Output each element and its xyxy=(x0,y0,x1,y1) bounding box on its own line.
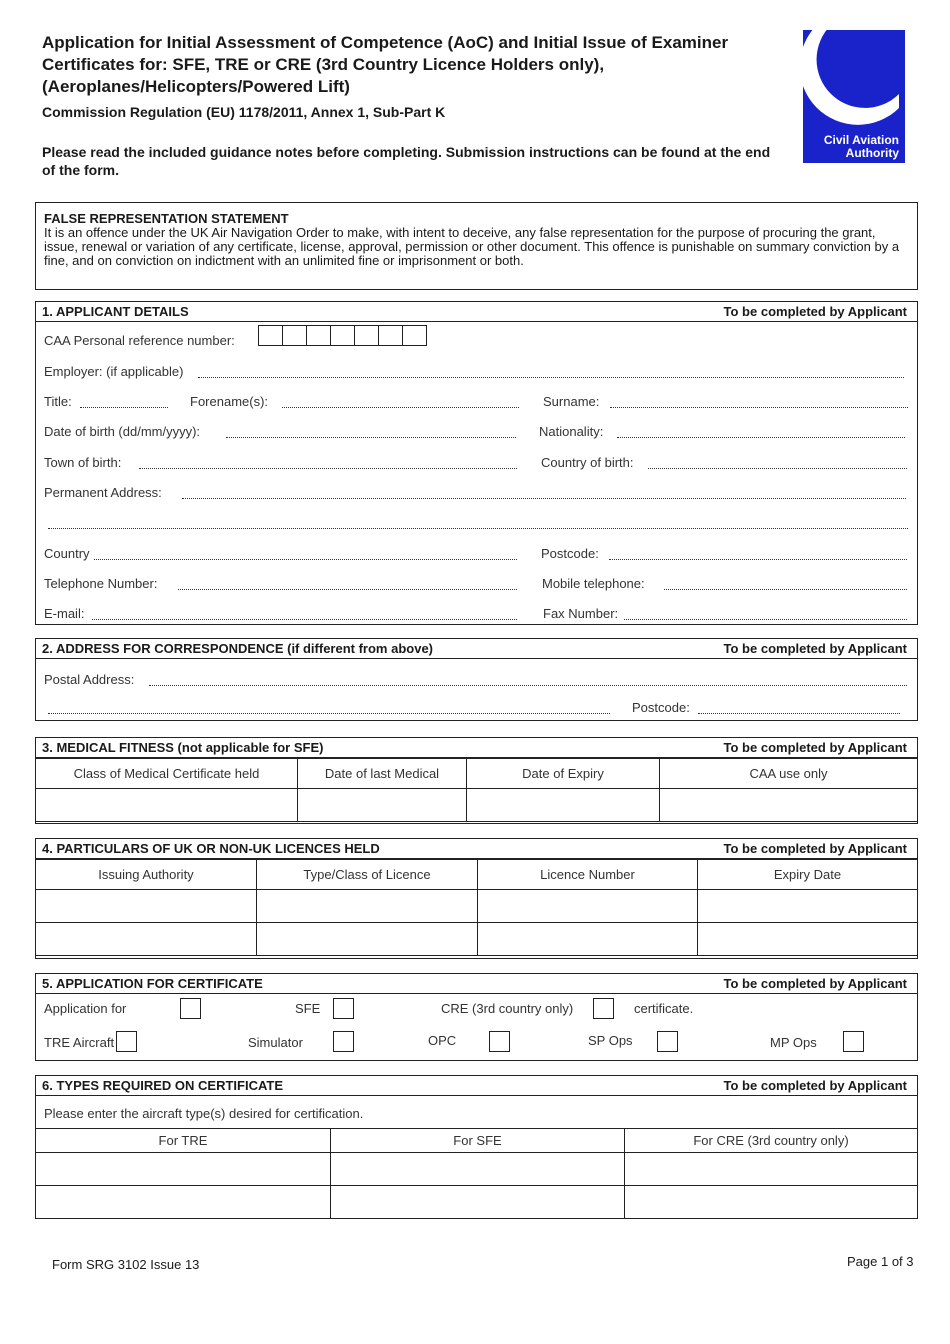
completed-by-label: To be completed by Applicant xyxy=(723,841,907,856)
mobile-label: Mobile telephone: xyxy=(542,576,645,591)
table-cell-input[interactable] xyxy=(698,923,918,956)
table-cell-input[interactable] xyxy=(660,789,918,822)
table-header-row xyxy=(36,860,918,890)
table-row xyxy=(36,923,918,956)
sp-ops-checkbox[interactable] xyxy=(657,1031,678,1052)
completed-by-label: To be completed by Applicant xyxy=(723,1078,907,1093)
table-cell-input[interactable] xyxy=(478,923,698,956)
table-cell-input[interactable] xyxy=(698,890,918,923)
ref-digit-box[interactable] xyxy=(282,325,307,346)
table-cell-input[interactable] xyxy=(257,923,478,956)
table-cell-input[interactable] xyxy=(331,1186,625,1219)
table-header-row xyxy=(36,759,918,789)
table-row xyxy=(36,789,918,822)
caa-ref-input[interactable] xyxy=(259,325,427,346)
surname-field[interactable] xyxy=(610,407,908,408)
column-header: Licence Number xyxy=(478,860,698,890)
surname-label: Surname: xyxy=(543,394,600,409)
types-table xyxy=(35,1128,918,1219)
telephone-field[interactable] xyxy=(178,589,517,590)
section-header xyxy=(36,302,917,322)
application-for-checkbox[interactable] xyxy=(180,998,201,1019)
opc-label: OPC xyxy=(428,1033,457,1048)
column-header: Date of last Medical xyxy=(298,759,467,789)
employer-label: Employer: (if applicable) xyxy=(44,364,184,379)
table-cell-input[interactable] xyxy=(478,890,698,923)
page-number: Page 1 of 3 xyxy=(847,1254,914,1269)
column-header: CAA use only xyxy=(660,759,918,789)
application-for-label: Application for xyxy=(44,1001,127,1016)
simulator-label: Simulator xyxy=(248,1035,303,1050)
licences-table xyxy=(35,859,918,956)
section-header xyxy=(36,639,917,659)
mobile-field[interactable] xyxy=(664,589,907,590)
table-cell-input[interactable] xyxy=(36,1186,331,1219)
types-instruction: Please enter the aircraft type(s) desired for certification. xyxy=(44,1106,364,1121)
employer-field[interactable] xyxy=(198,377,904,378)
table-row xyxy=(36,1153,918,1186)
column-header: Expiry Date xyxy=(698,860,918,890)
telephone-label: Telephone Number: xyxy=(44,576,158,591)
section-heading: 1. APPLICANT DETAILS xyxy=(42,304,189,319)
column-header: For CRE (3rd country only) xyxy=(625,1129,918,1153)
address-field-line2[interactable] xyxy=(48,528,908,529)
section-heading: 2. ADDRESS FOR CORRESPONDENCE (if different from above) xyxy=(42,641,434,656)
table-cell-input[interactable] xyxy=(625,1153,918,1186)
table-header-row xyxy=(36,1129,918,1153)
regulation-reference: Commission Regulation (EU) 1178/2011, Annex 1, Sub-Part K xyxy=(42,104,446,120)
cre-checkbox[interactable] xyxy=(593,998,614,1019)
tre-aircraft-checkbox[interactable] xyxy=(116,1031,137,1052)
mp-ops-label: MP Ops xyxy=(770,1035,817,1050)
caa-logo xyxy=(803,30,905,163)
table-row xyxy=(36,890,918,923)
ref-digit-box[interactable] xyxy=(354,325,379,346)
certificate-label: certificate. xyxy=(634,1001,694,1016)
section-heading: 4. PARTICULARS OF UK OR NON-UK LICENCES HELD xyxy=(42,841,380,856)
section-header xyxy=(36,974,917,994)
medical-table xyxy=(35,758,918,822)
caa-ref-label: CAA Personal reference number: xyxy=(44,333,235,348)
title-label: Title: xyxy=(44,394,72,409)
address-label: Permanent Address: xyxy=(44,485,162,500)
sfe-label: SFE xyxy=(295,1001,321,1016)
section-header xyxy=(36,839,917,859)
ref-digit-box[interactable] xyxy=(402,325,427,346)
completed-by-label: To be completed by Applicant xyxy=(723,304,907,319)
column-header: Type/Class of Licence xyxy=(257,860,478,890)
forename-label: Forename(s): xyxy=(190,394,269,409)
cre-label: CRE (3rd country only) xyxy=(441,1001,574,1016)
country-label: Country xyxy=(44,546,90,561)
false-representation-statement xyxy=(35,202,918,290)
column-header: Date of Expiry xyxy=(467,759,660,789)
form-title: Application for Initial Assessment of Competence (AoC) and Initial Issue of Examiner Certificates for: SFE, TRE or CRE (3rd Country Licence Holders only), (Aeroplanes/Helicopters/Powered Lift) xyxy=(42,33,729,96)
table-cell-input[interactable] xyxy=(36,890,257,923)
column-header: For TRE xyxy=(36,1129,331,1153)
column-header: Issuing Authority xyxy=(36,860,257,890)
logo-text xyxy=(824,134,899,160)
section-heading: 5. APPLICATION FOR CERTIFICATE xyxy=(42,976,263,991)
address-field-line1[interactable] xyxy=(182,498,906,499)
section-medical-fitness xyxy=(35,737,918,824)
postcode-label: Postcode: xyxy=(541,546,599,561)
town-label: Town of birth: xyxy=(44,455,122,470)
form-id: Form SRG 3102 Issue 13 xyxy=(52,1257,200,1272)
tre-aircraft-label: TRE Aircraft xyxy=(44,1035,115,1050)
table-cell-input[interactable] xyxy=(331,1153,625,1186)
table-row xyxy=(36,1186,918,1219)
sfe-checkbox[interactable] xyxy=(333,998,354,1019)
section-header xyxy=(36,738,917,758)
dob-label: Date of birth (dd/mm/yyyy): xyxy=(44,424,201,439)
postcode-field[interactable] xyxy=(698,713,900,714)
ref-digit-box[interactable] xyxy=(378,325,403,346)
postal-address-field-line1[interactable] xyxy=(149,685,907,686)
nationality-field[interactable] xyxy=(617,437,905,438)
opc-checkbox[interactable] xyxy=(489,1031,510,1052)
table-cell-input[interactable] xyxy=(467,789,660,822)
forename-field[interactable] xyxy=(282,407,519,408)
column-header: For SFE xyxy=(331,1129,625,1153)
section-types-required xyxy=(35,1075,918,1219)
section-licences-held xyxy=(35,838,918,959)
ref-digit-box[interactable] xyxy=(330,325,355,346)
frs-text: It is an offence under the UK Air Navigation Order to make, with intent to deceive, any false representation for the purpose of procuring the grant, issue, renewal or variation of any certificate, license, approval, permission or other document. This offence is punishable on summary conviction by a fine, and on conviction on indictment with an unlimited fine or imprisonment or both. xyxy=(44,225,900,268)
table-cell-input[interactable] xyxy=(257,890,478,923)
postal-address-field-line2[interactable] xyxy=(48,713,610,714)
simulator-checkbox[interactable] xyxy=(333,1031,354,1052)
mp-ops-checkbox[interactable] xyxy=(843,1031,864,1052)
column-header: Class of Medical Certificate held xyxy=(36,759,298,789)
logo-text-line1: Civil Aviation xyxy=(823,133,899,147)
country-birth-field[interactable] xyxy=(648,468,907,469)
section-heading: 3. MEDICAL FITNESS (not applicable for SFE) xyxy=(42,740,324,755)
title-field[interactable] xyxy=(80,407,168,408)
table-cell-input[interactable] xyxy=(36,789,298,822)
frs-heading: FALSE REPRESENTATION STATEMENT xyxy=(44,211,289,226)
ref-digit-box[interactable] xyxy=(306,325,331,346)
section-heading: 6. TYPES REQUIRED ON CERTIFICATE xyxy=(42,1078,284,1093)
section-correspondence-address xyxy=(35,638,918,721)
section-header xyxy=(36,1076,917,1096)
postcode-field[interactable] xyxy=(609,559,907,560)
completed-by-label: To be completed by Applicant xyxy=(723,740,907,755)
section-applicant-details xyxy=(35,301,918,625)
completed-by-label: To be completed by Applicant xyxy=(723,641,907,656)
fax-field[interactable] xyxy=(624,619,907,620)
country-birth-label: Country of birth: xyxy=(541,455,634,470)
email-label: E-mail: xyxy=(44,606,85,621)
dob-field[interactable] xyxy=(226,437,516,438)
town-field[interactable] xyxy=(139,468,517,469)
ref-digit-box[interactable] xyxy=(258,325,283,346)
table-cell-input[interactable] xyxy=(625,1186,918,1219)
table-cell-input[interactable] xyxy=(298,789,467,822)
logo-text-line2: Authority xyxy=(845,146,899,160)
guidance-notice: Please read the included guidance notes before completing. Submission instructions can be found at the end of the form. xyxy=(42,144,771,178)
completed-by-label: To be completed by Applicant xyxy=(723,976,907,991)
postcode-label: Postcode: xyxy=(632,700,690,715)
nationality-label: Nationality: xyxy=(539,424,604,439)
sp-ops-label: SP Ops xyxy=(588,1033,633,1048)
email-field[interactable] xyxy=(92,619,517,620)
country-field[interactable] xyxy=(94,559,517,560)
table-cell-input[interactable] xyxy=(36,923,257,956)
section-application-for-certificate xyxy=(35,973,918,1061)
table-cell-input[interactable] xyxy=(36,1153,331,1186)
fax-label: Fax Number: xyxy=(543,606,619,621)
postal-address-label: Postal Address: xyxy=(44,672,135,687)
